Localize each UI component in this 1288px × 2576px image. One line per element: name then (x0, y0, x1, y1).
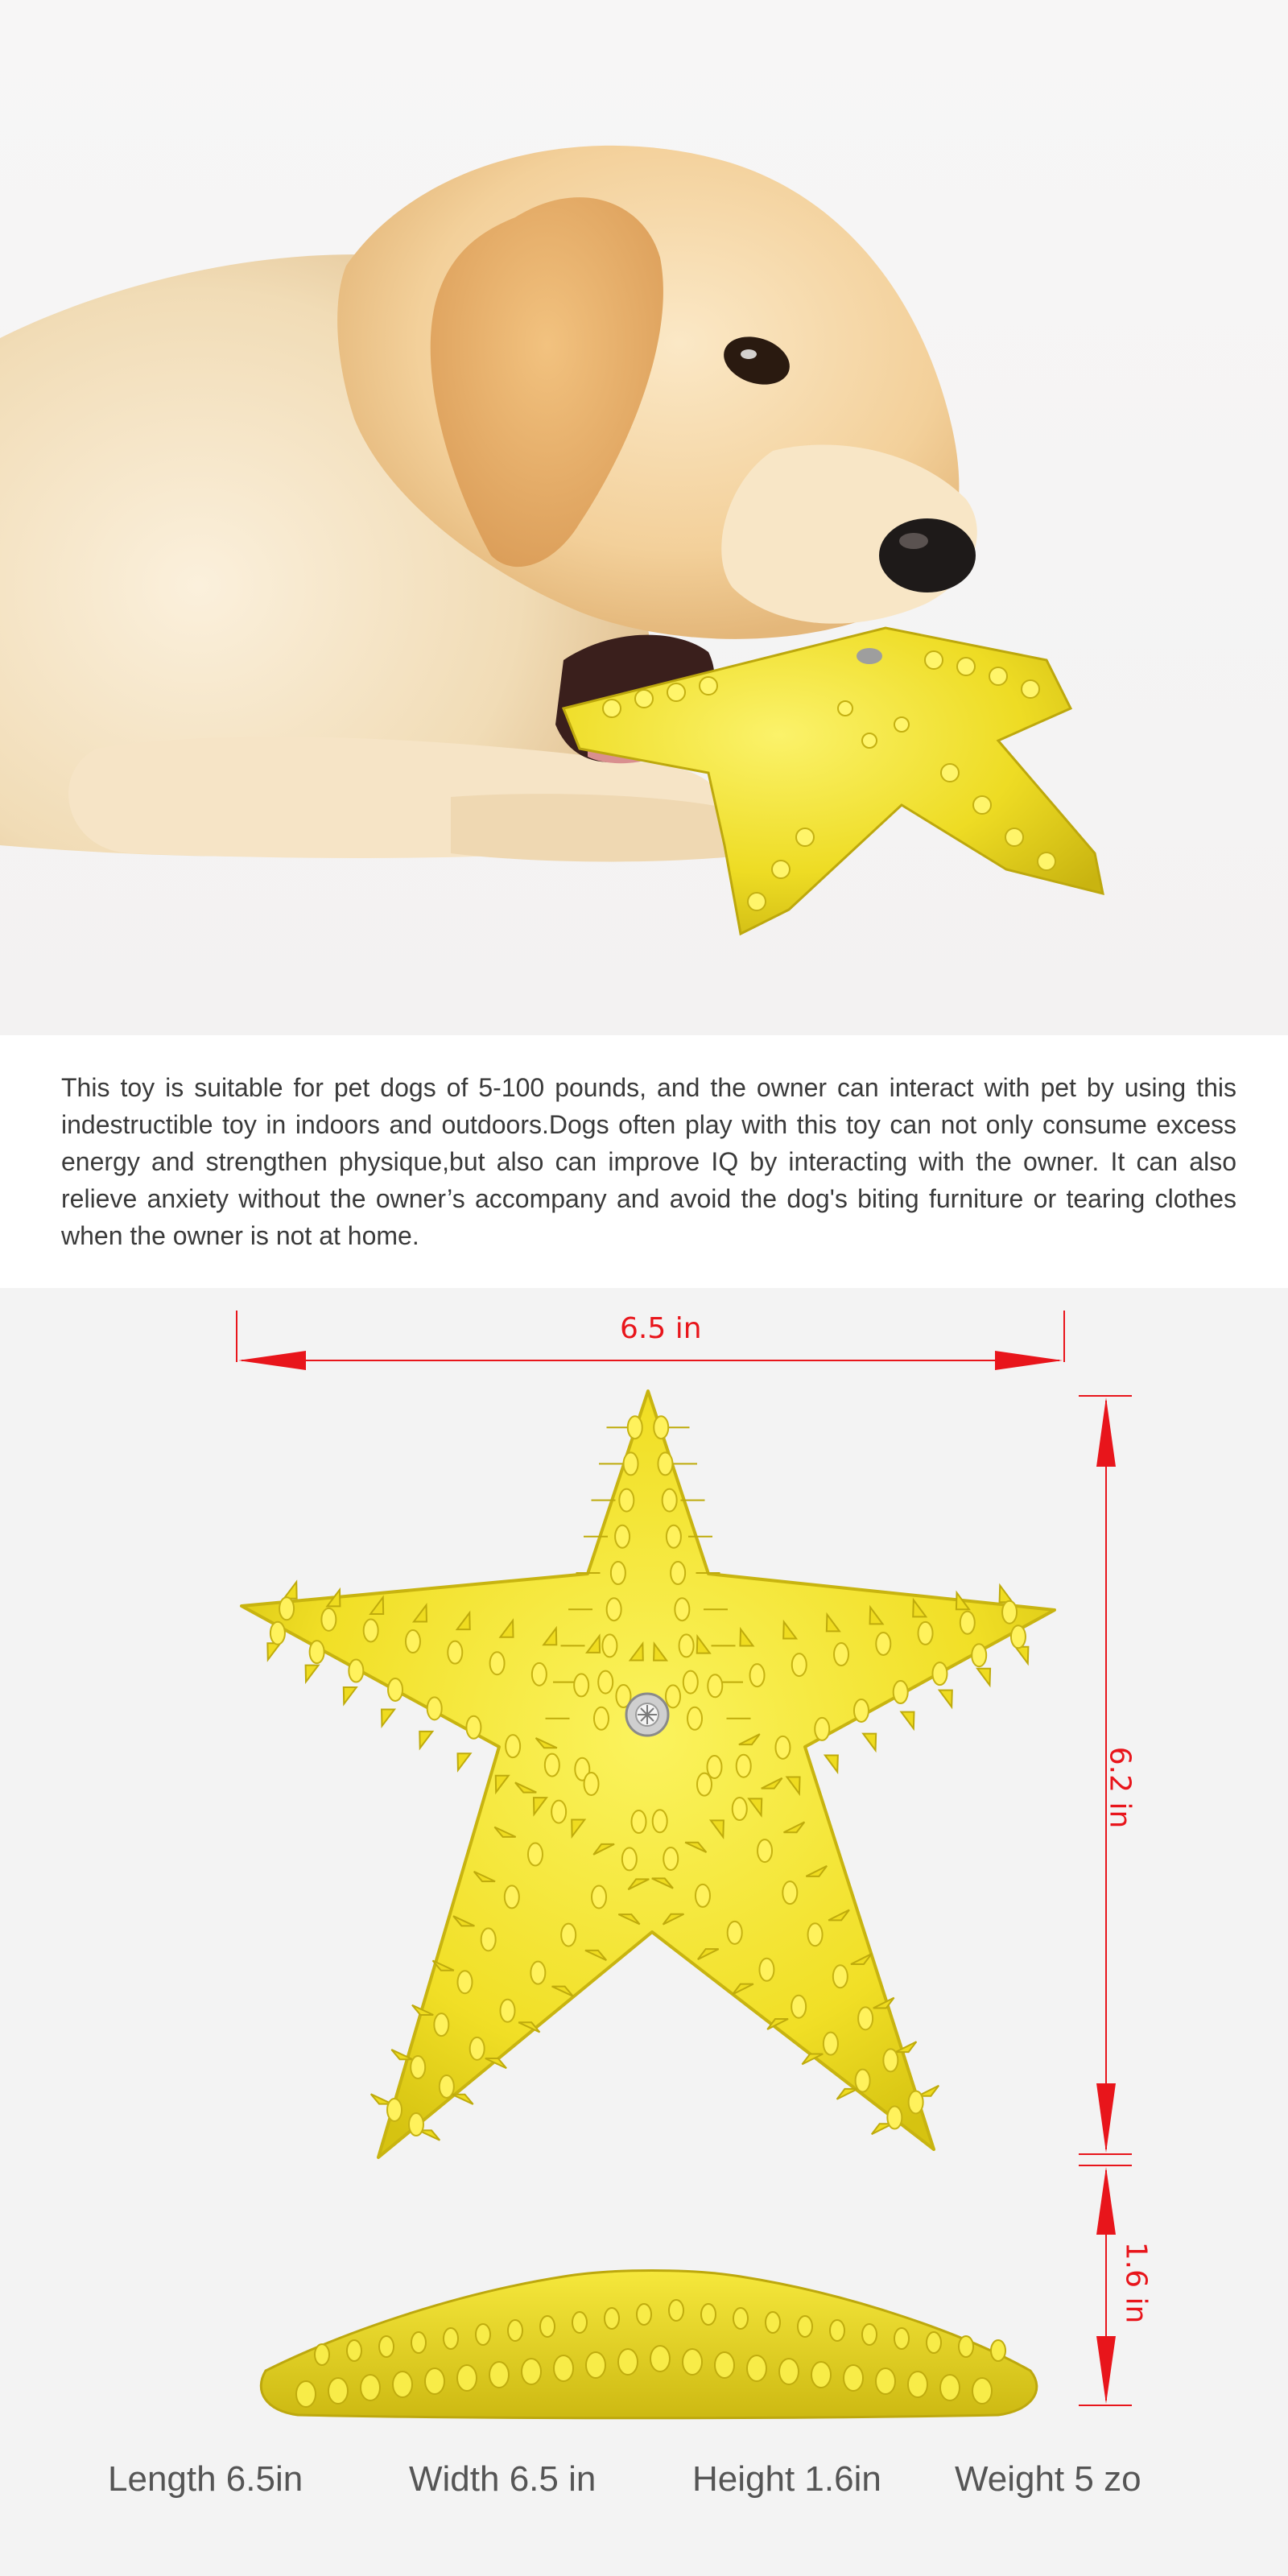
starfish-top-view (242, 1391, 1055, 2157)
spec-height: Height 1.6in (692, 2459, 881, 2499)
height-dimension-label: 6.2 in (1103, 1746, 1137, 1829)
squeaker-icon (626, 1694, 668, 1736)
starfish-side-view (261, 2271, 1037, 2418)
description-section (0, 1035, 1288, 1288)
width-dimension-label: 6.5 in (620, 1312, 702, 1345)
spec-weight: Weight 5 zo (955, 2459, 1141, 2499)
product-description: This toy is suitable for pet dogs of 5-100 pounds, and the owner can interact with pet by using this indestructible toy in indoors and outdoors.Dogs often play with this toy can not only consume excess energy and strengthen physique,but also can improve IQ by interacting with the owner. It can also relieve anxiety without the owner’s accompany and avoid the dog's biting furniture or tearing clothes when the owner is not at home. (61, 1073, 1236, 1250)
thickness-dimension-label: 1.6 in (1119, 2241, 1153, 2324)
hero-product-photo (0, 0, 1288, 1035)
dimensions-section (0, 1288, 1288, 2576)
spec-width: Width 6.5 in (409, 2459, 597, 2499)
spec-list (0, 2459, 1288, 2524)
puppy-with-starfish-illustration (0, 0, 1288, 1035)
spec-length: Length 6.5in (108, 2459, 303, 2499)
dimension-diagram (0, 1288, 1288, 2576)
